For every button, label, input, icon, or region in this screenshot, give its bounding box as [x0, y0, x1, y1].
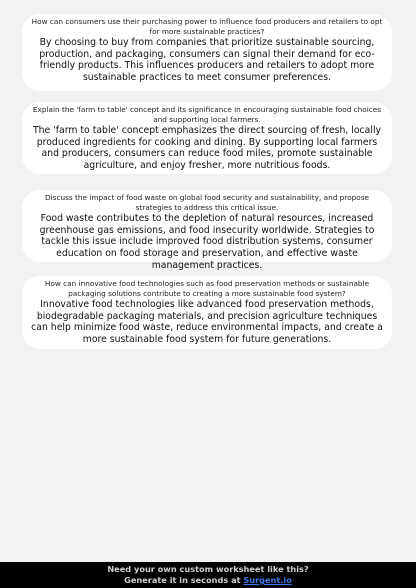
answer-text: The 'farm to table' concept emphasizes the direct sourcing of fresh, locally produced ingredients for cooking and dining. By supporting local farmers and producers, consumers can reduce food miles, promote sustainable agriculture, and enjoy fresher, more nutritious foods.	[32, 125, 382, 171]
qa-card-1	[22, 14, 392, 91]
footer-line-2	[0, 575, 416, 586]
qa-card-4	[22, 276, 392, 349]
answer-text: Innovative food technologies like advanced food preservation methods, biodegradable packaging materials, and precision agriculture techniques can help minimize food waste, reduce environmental impacts, and create a more sustainable food system for future generations.	[31, 299, 383, 345]
answer-text: By choosing to buy from companies that prioritize sustainable sourcing, production, and packaging, consumers can signal their demand for eco-friendly products. This influences producers and retailers to adopt more sustainable practices to meet consumer preferences.	[39, 37, 375, 83]
promo-footer	[0, 562, 416, 588]
question-text: How can innovative food technologies such as food preservation methods or sustainable packaging solutions contribute to creating a more sustainable food system?	[44, 279, 370, 298]
qa-card-3	[22, 190, 392, 271]
question-text: Discuss the impact of food waste on global food security and sustainability, and propose strategies to address this critical issue.	[45, 193, 369, 212]
question-text: How can consumers use their purchasing power to influence food producers and retailers to opt for more sustainable practices?	[31, 17, 383, 36]
question-text: Explain the 'farm to table' concept and its significance in encouraging sustainable food choices and supporting local farmers.	[32, 105, 382, 124]
answer-text: Food waste contributes to the depletion of natural resources, increased greenhouse gas emissions, and food insecurity worldwide. Strategies to tackle this issue include improved food distribution systems, consumer education on food storage and preservation, and effective waste management practices.	[39, 213, 375, 271]
footer-line-1: Need your own custom worksheet like this?	[107, 564, 309, 574]
surgent-link[interactable]: Surgent.io	[243, 575, 292, 585]
qa-card-2	[22, 102, 392, 174]
footer-prefix: Generate it in seconds at	[124, 575, 244, 585]
